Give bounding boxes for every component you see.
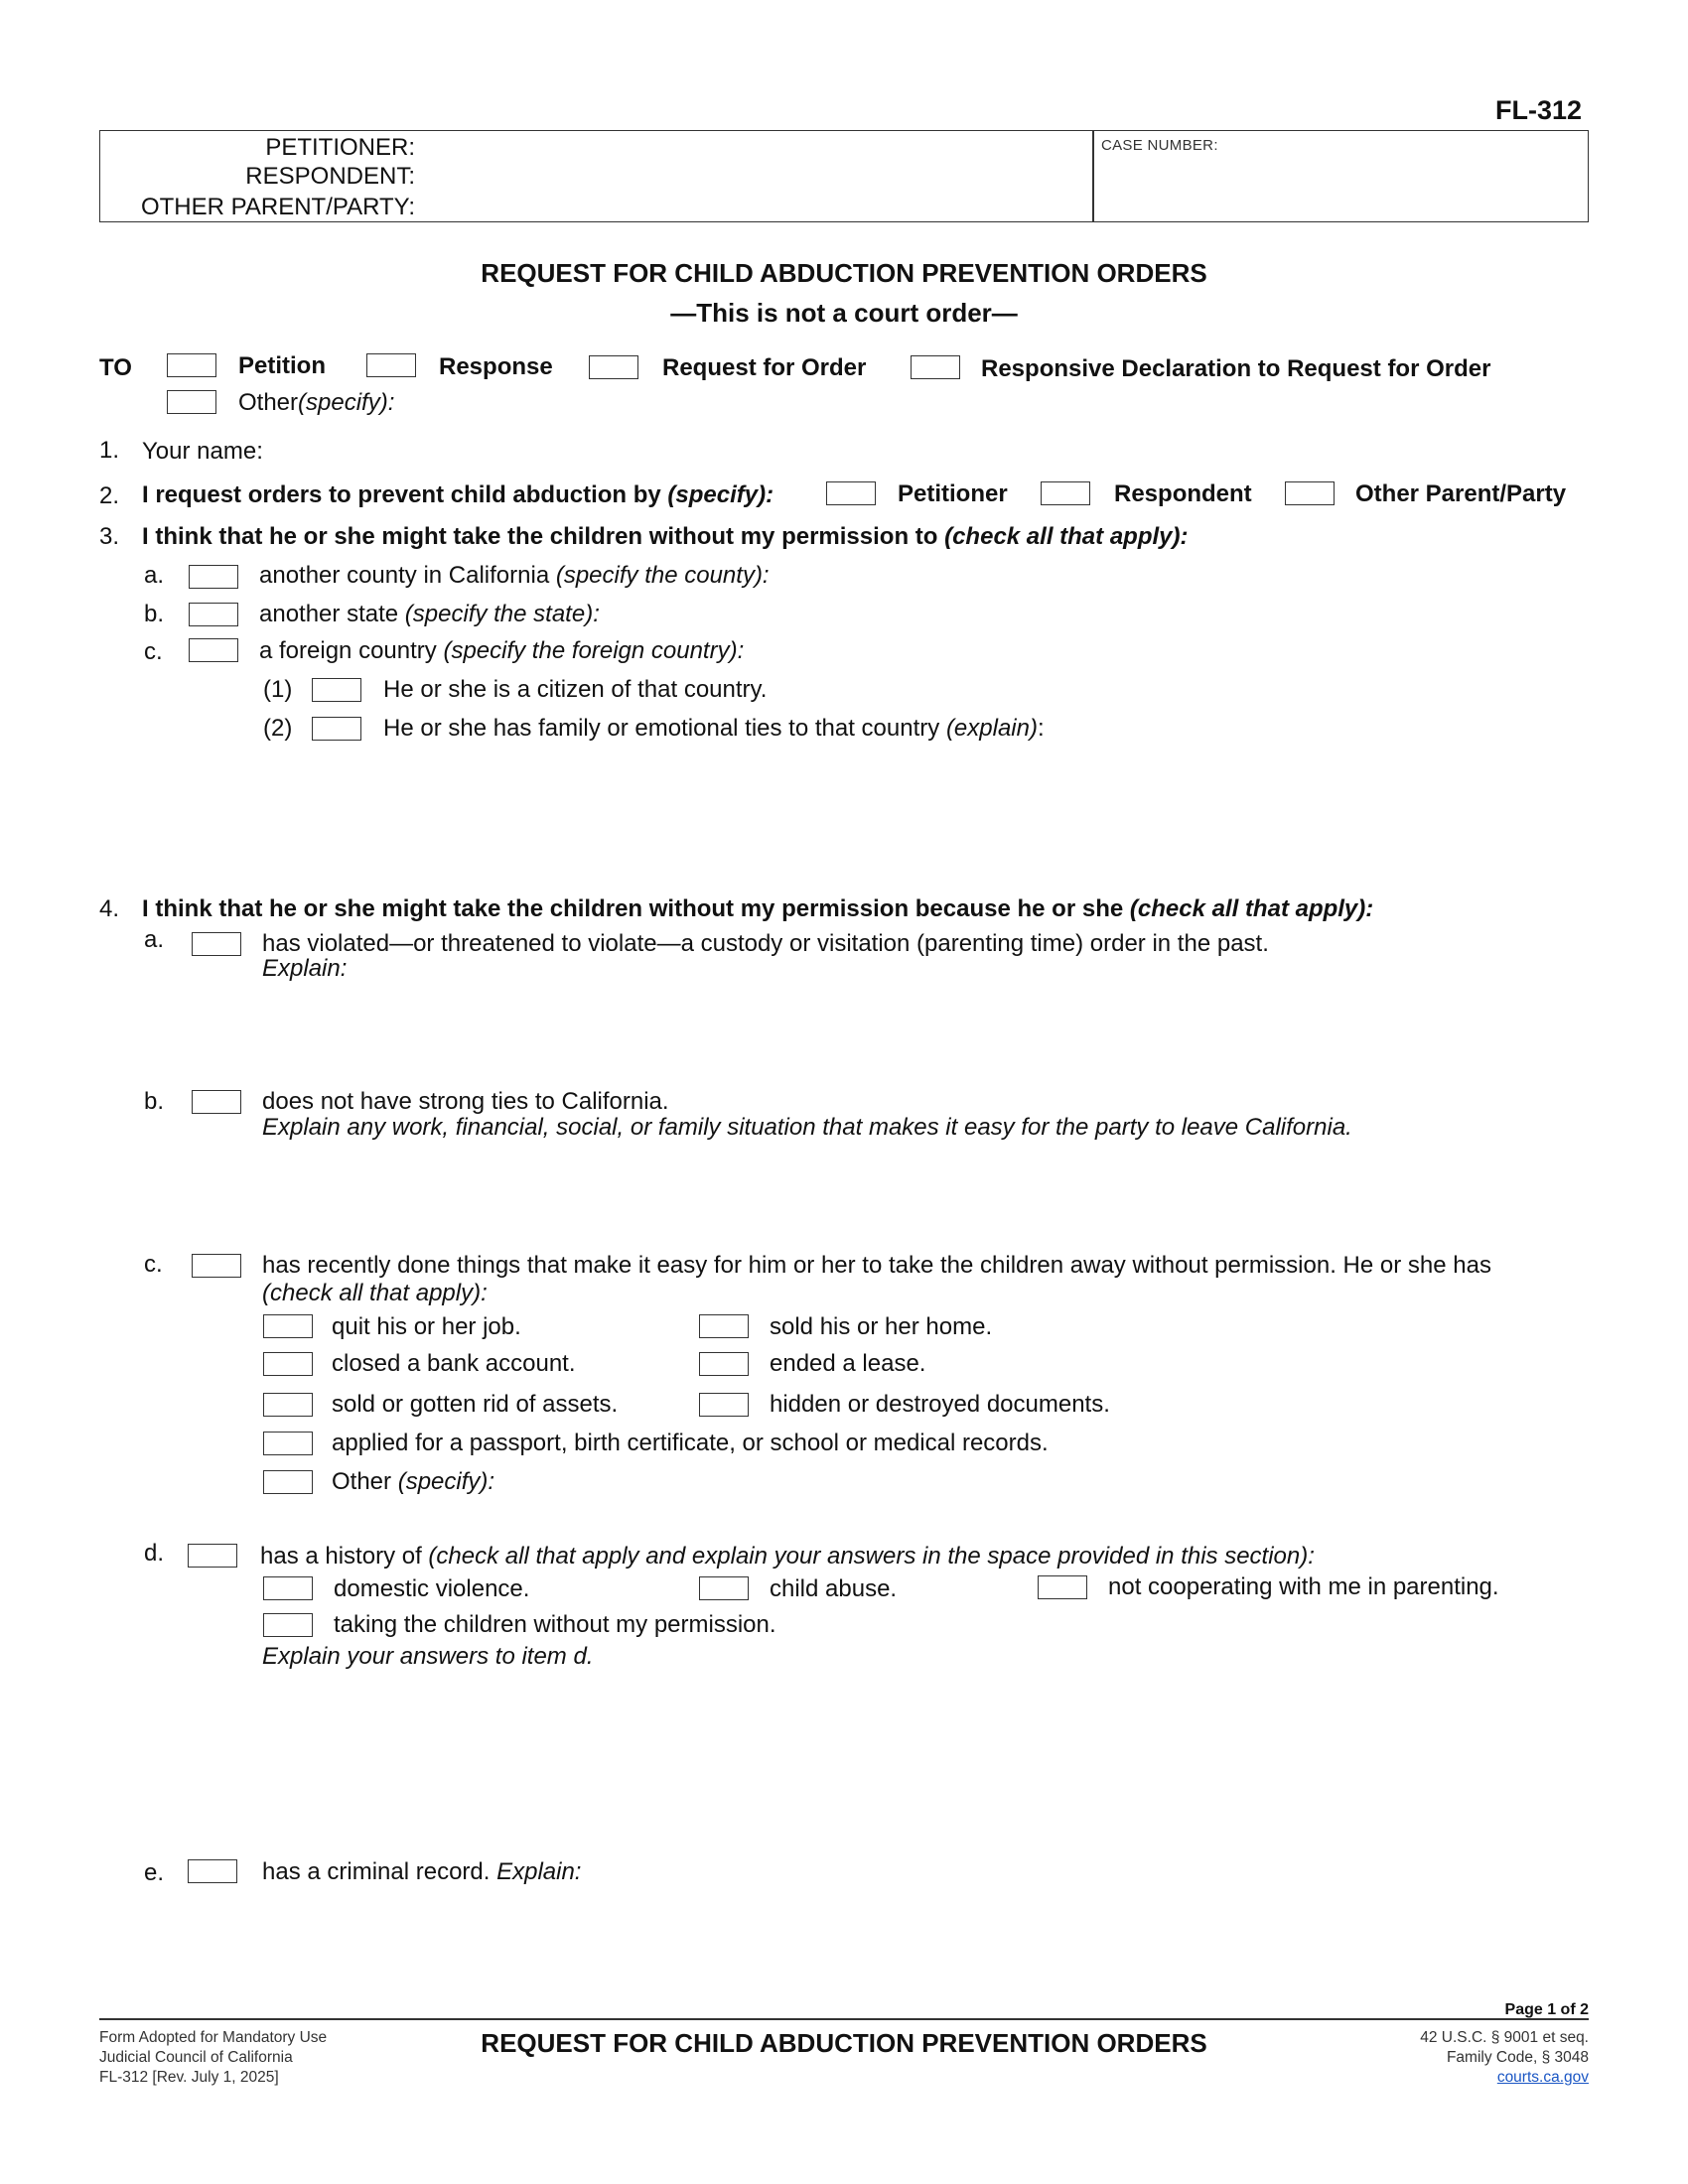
item4c-opt-applied-passport: applied for a passport, birth certificate, or school or medical records. <box>332 1430 1049 1456</box>
footer-title: REQUEST FOR CHILD ABDUCTION PREVENTION ORDERS <box>481 2028 1207 2058</box>
item3c1-text: He or she is a citizen of that country. <box>383 676 768 703</box>
checkbox-response[interactable] <box>366 353 416 377</box>
checkbox-petition[interactable] <box>167 353 216 377</box>
checkbox-by-respondent[interactable] <box>1041 481 1090 505</box>
checkbox-4c-sold-assets[interactable] <box>263 1393 313 1417</box>
checkbox-4d-child-abuse[interactable] <box>699 1576 749 1600</box>
case-number-label: CASE NUMBER: <box>1101 137 1218 154</box>
item4b-text: does not have strong ties to California. <box>262 1088 669 1115</box>
checkbox-4d-not-cooperating[interactable] <box>1038 1575 1087 1599</box>
to-option-petition: Petition <box>238 352 326 379</box>
item4c-opt-sold-assets: sold or gotten rid of assets. <box>332 1391 619 1418</box>
checkbox-3c2[interactable] <box>312 717 361 741</box>
item3-label: I think that he or she might take the children without my permission to (check all that apply): <box>142 523 1189 550</box>
checkbox-3a[interactable] <box>189 565 238 589</box>
item4-label: I think that he or she might take the children without my permission because he or she (check all that apply): <box>142 895 1374 922</box>
item3c1-number: (1) <box>263 676 293 703</box>
checkbox-4c-closed-bank[interactable] <box>263 1352 313 1376</box>
item4c-opt-quit-job: quit his or her job. <box>332 1313 521 1340</box>
other-parent-label: OTHER PARENT/PARTY: <box>140 194 415 220</box>
item4c-opt-closed-bank: closed a bank account. <box>332 1350 576 1377</box>
caption-divider <box>1092 130 1094 222</box>
checkbox-4d[interactable] <box>188 1544 237 1568</box>
item2-option-respondent: Respondent <box>1114 480 1252 507</box>
item3c2-number: (2) <box>263 715 293 742</box>
item3c-letter: c. <box>144 638 163 665</box>
item4d-text: has a history of (check all that apply and explain your answers in the space provided in this section): <box>260 1543 1315 1570</box>
checkbox-4c-sold-home[interactable] <box>699 1314 749 1338</box>
form-id: FL-312 <box>1495 95 1583 125</box>
item4a-letter: a. <box>144 926 165 953</box>
checkbox-4c[interactable] <box>192 1254 241 1278</box>
item4c-other-label: Other (specify): <box>332 1468 495 1495</box>
footer-right-1: 42 U.S.C. § 9001 et seq. <box>1420 2029 1589 2046</box>
checkbox-request-for-order[interactable] <box>589 355 638 379</box>
item4c-opt-hidden-documents: hidden or destroyed documents. <box>770 1391 1110 1418</box>
item3a-letter: a. <box>144 562 165 589</box>
to-option-responsive-declaration: Responsive Declaration to Request for Order <box>981 355 1491 382</box>
item1-number: 1. <box>99 437 120 464</box>
item4d-explain: Explain your answers to item d. <box>262 1643 594 1670</box>
item4c-qualifier: (check all that apply): <box>262 1280 488 1306</box>
checkbox-to-other[interactable] <box>167 390 216 414</box>
checkbox-4d-taking-children[interactable] <box>263 1613 313 1637</box>
item2-option-other-parent: Other Parent/Party <box>1355 480 1567 507</box>
item4d-letter: d. <box>144 1540 165 1567</box>
item3b-text: another state (specify the state): <box>259 601 600 627</box>
checkbox-4c-applied-passport[interactable] <box>263 1432 313 1455</box>
footer-left-3: FL-312 [Rev. July 1, 2025] <box>99 2069 279 2086</box>
checkbox-4a[interactable] <box>192 932 241 956</box>
footer-rule <box>99 2018 1589 2020</box>
item3b-letter: b. <box>144 601 165 627</box>
to-option-response: Response <box>439 353 553 380</box>
item2-label: I request orders to prevent child abduction by (specify): <box>142 481 774 508</box>
item4d-opt-not-cooperating: not cooperating with me in parenting. <box>1108 1573 1499 1600</box>
item4e-text: has a criminal record. Explain: <box>262 1858 582 1885</box>
checkbox-3c1[interactable] <box>312 678 361 702</box>
checkbox-by-petitioner[interactable] <box>826 481 876 505</box>
checkbox-by-other-parent[interactable] <box>1285 481 1335 505</box>
checkbox-4b[interactable] <box>192 1090 241 1114</box>
to-other-label: Other(specify): <box>238 389 395 416</box>
item4c-text: has recently done things that make it easy for him or her to take the children away without permission. He or she has <box>262 1252 1491 1279</box>
footer-right-2: Family Code, § 3048 <box>1446 2049 1589 2066</box>
item3c2-text: He or she has family or emotional ties to that country (explain): <box>383 715 1045 742</box>
item4d-opt-domestic-violence: domestic violence. <box>334 1575 530 1602</box>
checkbox-4c-quit-job[interactable] <box>263 1314 313 1338</box>
item4a-text: has violated—or threatened to violate—a custody or visitation (parenting time) order in the past. <box>262 930 1269 957</box>
page-number: Page 1 of 2 <box>1504 2001 1589 2018</box>
item3a-text: another county in California (specify the county): <box>259 562 770 589</box>
item4c-opt-sold-home: sold his or her home. <box>770 1313 993 1340</box>
respondent-label: RESPONDENT: <box>245 163 415 190</box>
checkbox-responsive-declaration[interactable] <box>911 355 960 379</box>
checkbox-4c-other[interactable] <box>263 1470 313 1494</box>
item1-label: Your name: <box>142 438 263 465</box>
to-label: TO <box>99 354 132 381</box>
form-title: REQUEST FOR CHILD ABDUCTION PREVENTION ORDERS <box>481 258 1207 288</box>
item4b-letter: b. <box>144 1088 165 1115</box>
checkbox-4e[interactable] <box>188 1859 237 1883</box>
item4-number: 4. <box>99 895 120 922</box>
petitioner-label: PETITIONER: <box>265 134 415 161</box>
checkbox-4c-ended-lease[interactable] <box>699 1352 749 1376</box>
footer-left-1: Form Adopted for Mandatory Use <box>99 2029 328 2046</box>
item4e-letter: e. <box>144 1859 165 1886</box>
item4c-letter: c. <box>144 1251 163 1278</box>
courts-website-link[interactable]: courts.ca.gov <box>1496 2069 1589 2086</box>
item4d-opt-taking-children: taking the children without my permission. <box>334 1611 776 1638</box>
item4c-opt-ended-lease: ended a lease. <box>770 1350 926 1377</box>
item2-option-petitioner: Petitioner <box>898 480 1008 507</box>
item4b-explain: Explain any work, financial, social, or family situation that makes it easy for the party to leave California. <box>262 1114 1352 1141</box>
item2-number: 2. <box>99 482 120 509</box>
item3-number: 3. <box>99 523 120 550</box>
item4d-opt-child-abuse: child abuse. <box>770 1575 898 1602</box>
checkbox-4c-hidden-documents[interactable] <box>699 1393 749 1417</box>
checkbox-4d-domestic-violence[interactable] <box>263 1576 313 1600</box>
to-option-request-for-order: Request for Order <box>662 354 867 381</box>
form-subtitle: —This is not a court order— <box>670 298 1018 328</box>
checkbox-3b[interactable] <box>189 603 238 626</box>
item4a-explain: Explain: <box>262 955 348 982</box>
checkbox-3c[interactable] <box>189 638 238 662</box>
item3c-text: a foreign country (specify the foreign country): <box>259 637 745 664</box>
footer-left-2: Judicial Council of California <box>99 2049 293 2066</box>
